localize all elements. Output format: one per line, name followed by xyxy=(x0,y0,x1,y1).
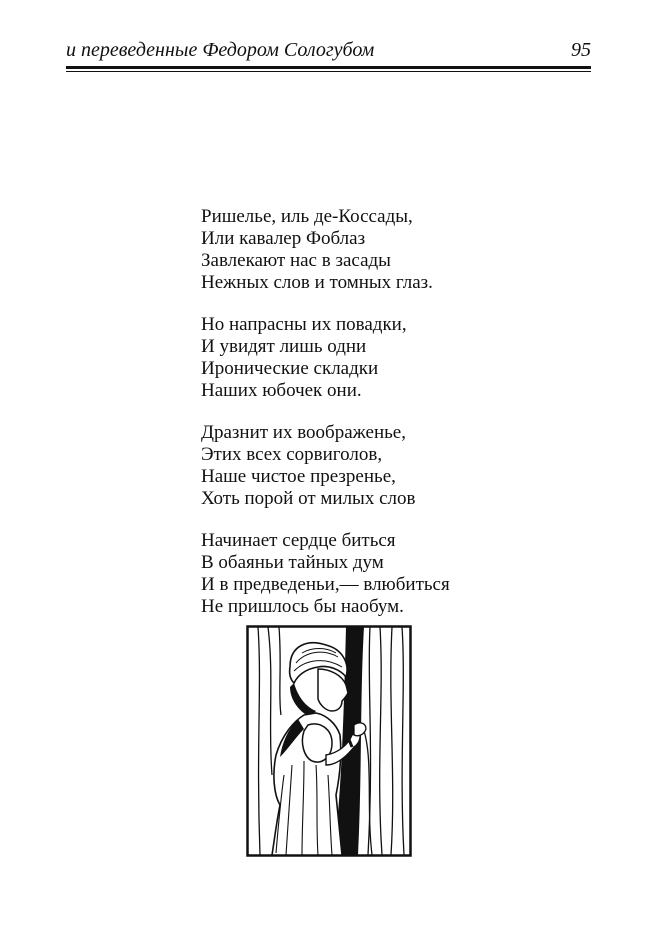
poem-line: И в предведеньи,— влюбиться xyxy=(201,574,450,595)
running-title: и переведенные Федором Сологубом xyxy=(66,39,375,61)
poem-line: Нежных слов и томных глаз. xyxy=(201,272,433,293)
poem-line: В обаяньи тайных дум xyxy=(201,552,384,573)
page-header xyxy=(66,38,591,62)
stanza-4 xyxy=(201,530,501,618)
poem-line: Начинает сердце биться xyxy=(201,530,396,551)
poem-line: И увидят лишь одни xyxy=(201,336,367,357)
poem-line: Не пришлось бы наобум. xyxy=(201,596,404,617)
stanza-2 xyxy=(201,314,501,402)
header-rule-thick xyxy=(66,66,591,69)
poem xyxy=(201,206,501,638)
poem-line: Ришелье, иль де-Коссады, xyxy=(201,206,413,227)
poem-line: Иронические складки xyxy=(201,358,379,379)
poem-line: Завлекают нас в засады xyxy=(201,250,391,271)
poem-line: Этих всех сорвиголов, xyxy=(201,444,383,465)
stanza-1 xyxy=(201,206,501,294)
poem-line: Но напрасны их повадки, xyxy=(201,314,407,335)
poem-line: Наше чистое презренье, xyxy=(201,466,396,487)
stanza-3 xyxy=(201,422,501,510)
poem-line: Или кавалер Фоблаз xyxy=(201,228,366,249)
header-rule-thin xyxy=(66,71,591,72)
woman-at-curtain-illustration xyxy=(246,625,412,857)
poem-line: Хоть порой от милых слов xyxy=(201,488,416,509)
page-number: 95 xyxy=(571,39,591,61)
poem-line: Дразнит их воображенье, xyxy=(201,422,406,443)
poem-line: Наших юбочек они. xyxy=(201,380,362,401)
